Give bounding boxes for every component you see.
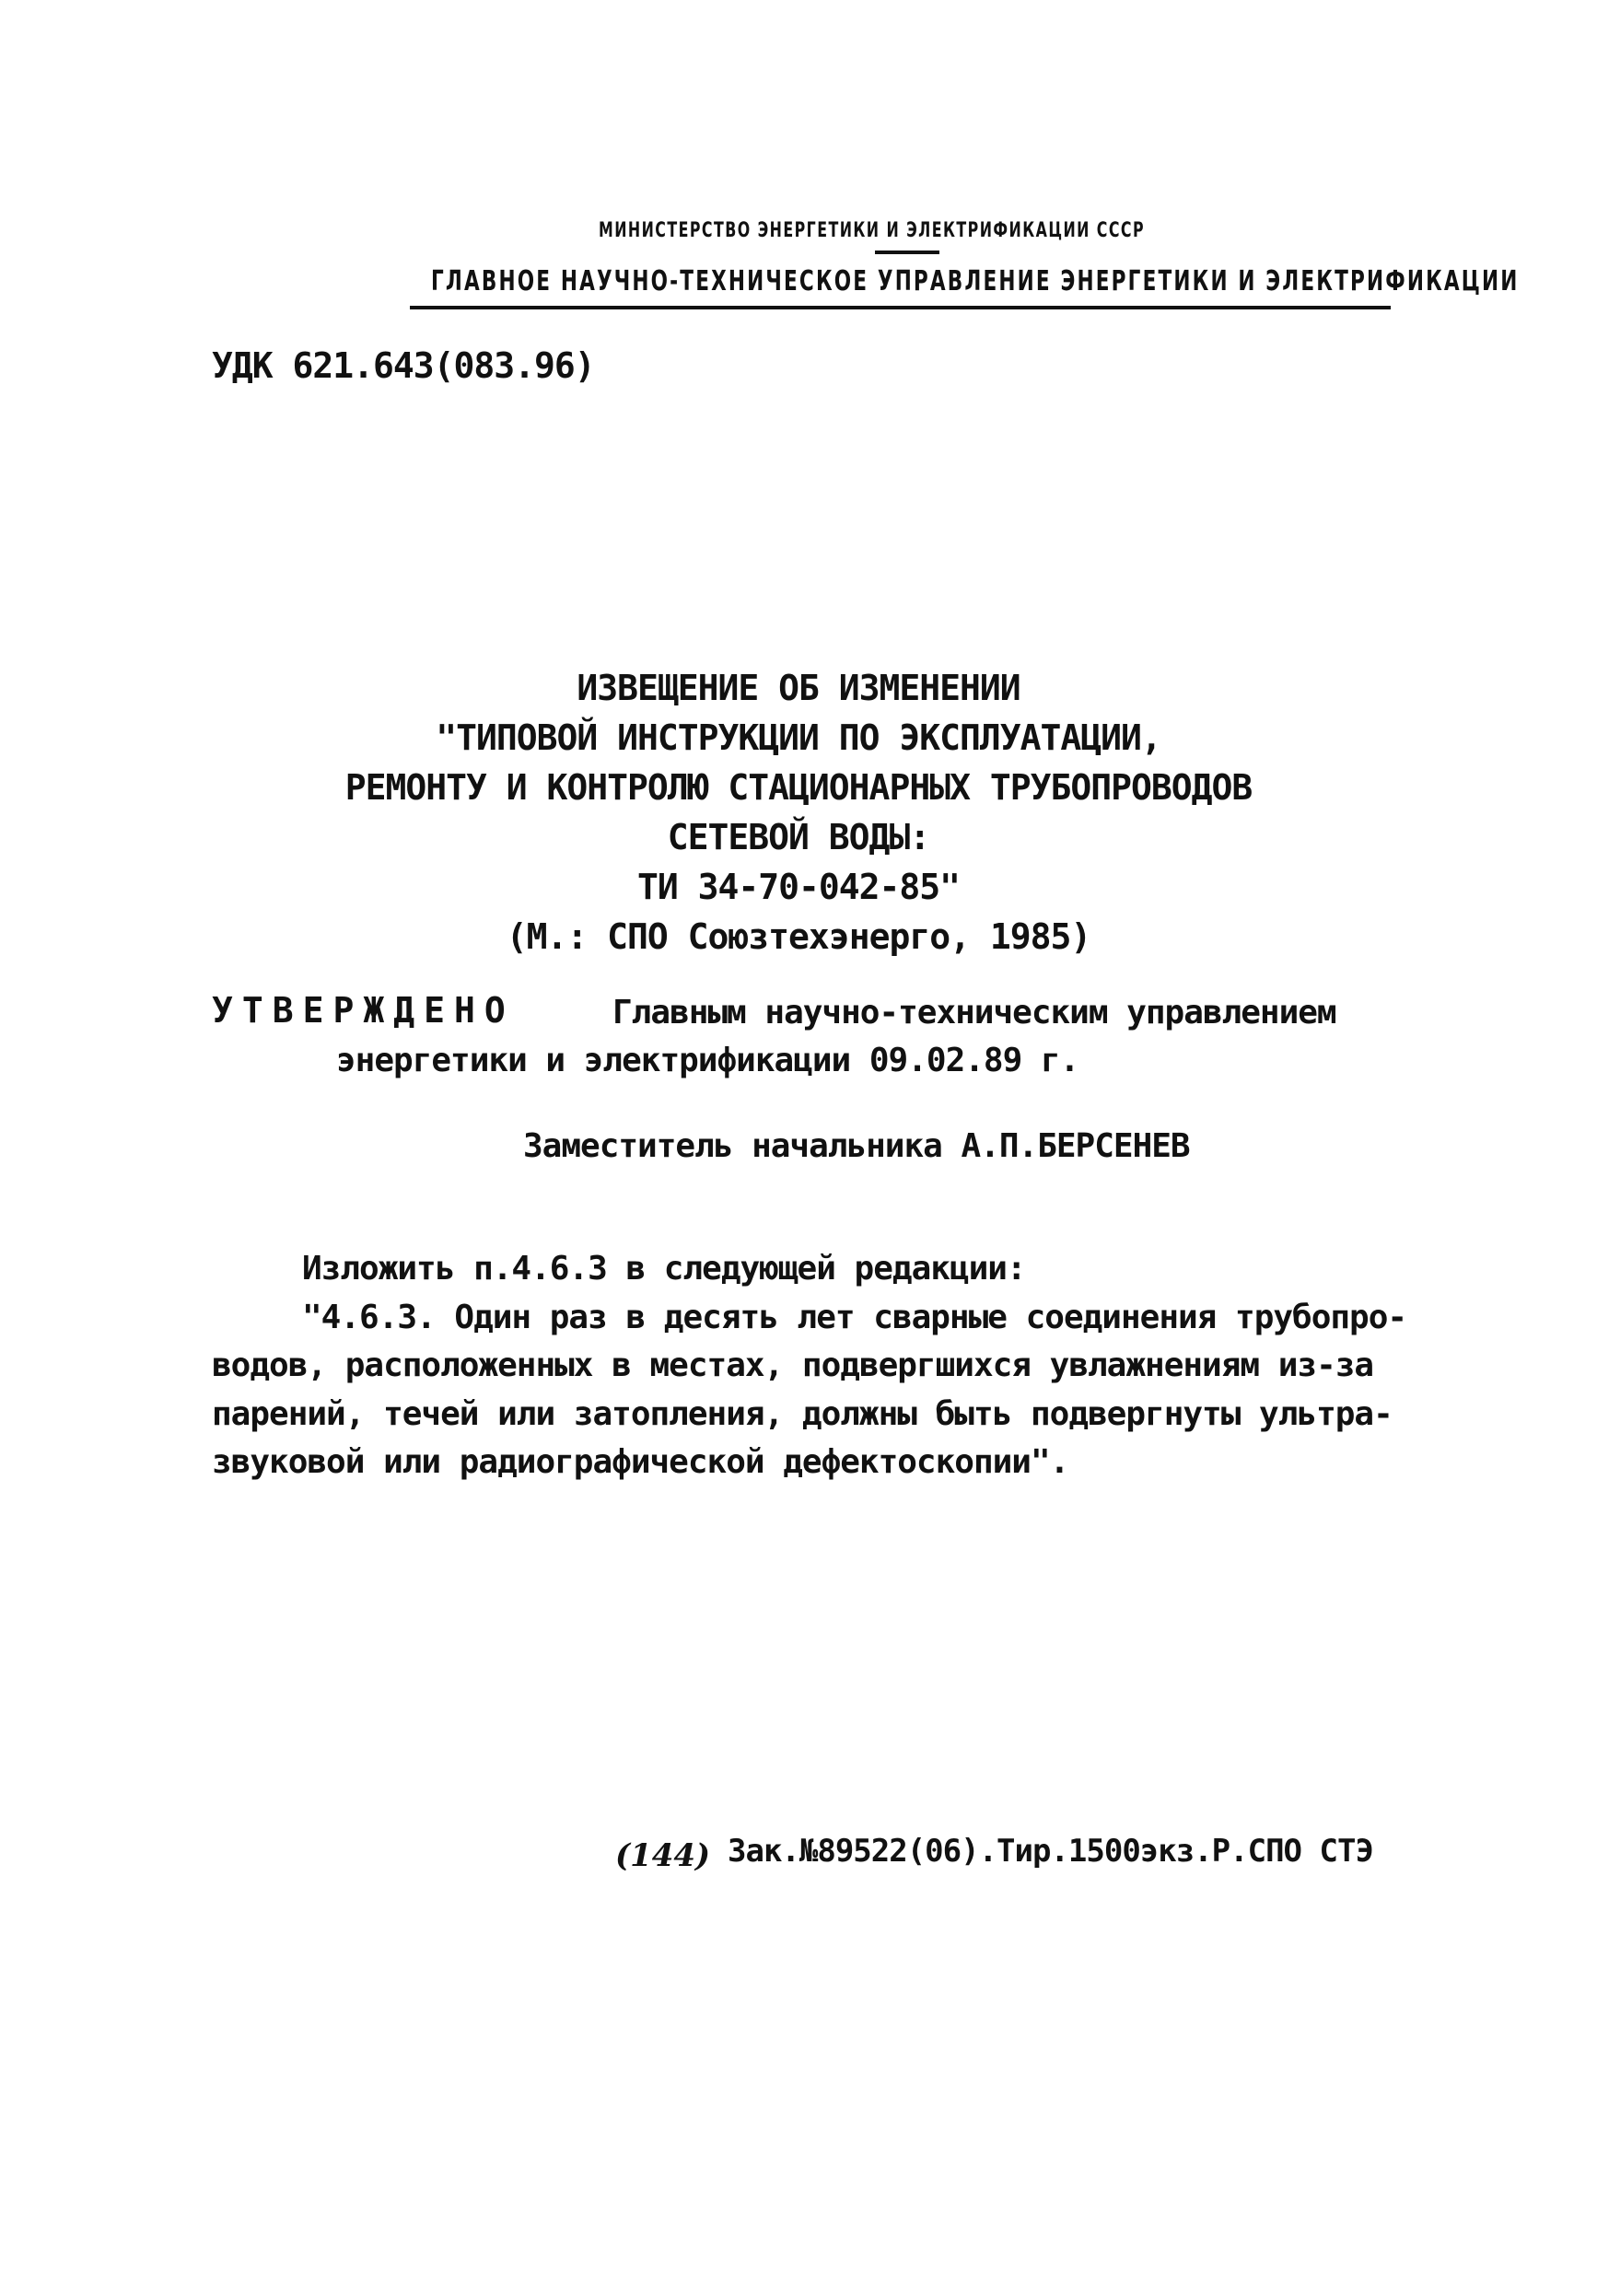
title-line: СЕТЕВОЙ ВОДЫ: [667,817,930,857]
body-line: парений, течей или затопления, должны быть подвергнуты ультра- [212,1395,1393,1433]
body-line: Изложить п.4.6.3 в следующей редакции: [302,1250,1026,1288]
title-line: (М.: СПО Союзтехэнерго, 1985) [506,916,1091,957]
title-line: "ТИПОВОЙ ИНСТРУКЦИИ ПО ЭКСПЛУАТАЦИИ, [436,717,1161,758]
ministry-name: МИНИСТЕРСТВО ЭНЕРГЕТИКИ И ЭЛЕКТРИФИКАЦИИ СССР [599,219,1146,242]
ministry-underline [875,251,939,254]
body-line: звуковой или радиографической дефектоскопии". [212,1443,1069,1481]
document-title [0,663,1597,962]
header-divider [410,306,1391,309]
approved-label: УТВЕРЖДЕНО [212,990,515,1031]
body-line: "4.6.3. Один раз в десять лет сварные соединения трубопро- [302,1299,1407,1336]
main-department-name: ГЛАВНОЕ НАУЧНО-ТЕХНИЧЕСКОЕ УПРАВЛЕНИЕ ЭНЕРГЕТИКИ И ЭЛЕКТРИФИКАЦИИ [431,265,1520,297]
deputy-signature: Заместитель начальника А.П.БЕРСЕНЕВ [523,1127,1190,1165]
approved-by-line-1: Главным научно-техническим управлением [612,994,1336,1031]
body-line: водов, расположенных в местах, подвергшихся увлажнениям из-за [212,1346,1374,1384]
udk-code: УДК 621.643(083.96) [212,345,595,386]
title-line: ИЗВЕЩЕНИЕ ОБ ИЗМЕНЕНИИ [577,668,1020,708]
print-order-info: Зак.№89522(06).Тир.1500экз.Р.СПО СТЭ [728,1833,1373,1870]
title-line: РЕМОНТУ И КОНТРОЛЮ СТАЦИОНАРНЫХ ТРУБОПРОВОДОВ [344,767,1253,808]
handwritten-number: (144) [615,1837,711,1874]
approved-by-line-2: энергетики и электрификации 09.02.89 г. [336,1042,1079,1079]
title-line: ТИ 34-70-042-85" [636,867,961,907]
